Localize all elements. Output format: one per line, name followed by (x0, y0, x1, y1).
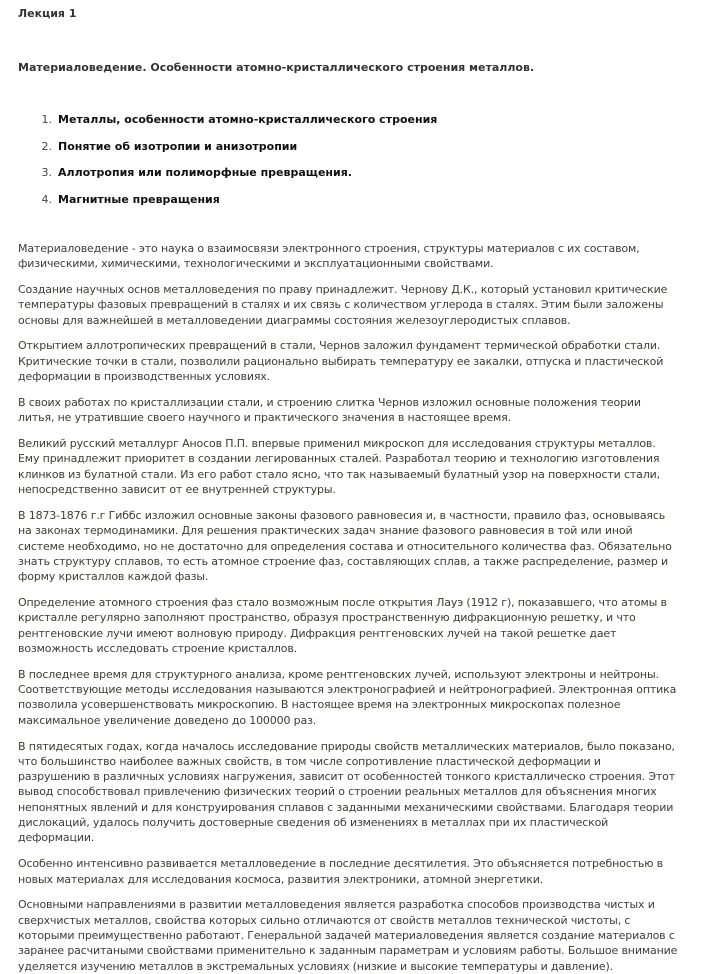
topic-text: Металлы, особенности атомно-кристаллического строения (58, 113, 438, 126)
paragraph: В пятидесятых годах, когда началось исследование природы свойств металлических материалов, было показано, что большинство наиболее важных свойств, в том числе сопротивление пластической деформации и разрушению в различных условиях нагружения, зависит от особенностей тонкого кристаллическо строения. Этот вывод способствовал привлечению физических теорий о строении реальных металлов для объяснения многих непонятных явлений и для конструирования сплавов с заданными механическими свойствами. Благодаря теории дислокаций, удалось получить достоверные сведения об изменениях в металлах при их пластической деформации. (18, 739, 675, 845)
topic-text: Аллотропия или полиморфные превращения. (58, 166, 352, 180)
topic-item (18, 165, 707, 181)
paragraph: В последнее время для структурного анализа, кроме рентгеновских лучей, используют электроны и нейтроны. Соответствующие методы исследования называются электронографией и нейтронографией. Электронная оптика позволила усовершенствовать микроскопию. В настоящее время на электронных микроскопах полезное максимальное увеличение доведено до 100000 раз. (18, 667, 677, 727)
topic-item (18, 112, 707, 128)
lecture-subtitle: Материаловедение. Особенности атомно-кристаллического строения металлов. (18, 61, 535, 74)
topic-text: Понятие об изотропии и анизотропии (58, 139, 298, 153)
paragraph: Основными направлениями в развитии металловедения является разработка способов производства чистых и сверхчистых металлов, свойства которых сильно отличаются от свойств металлов технической чистоты, с которыми преимущественно работают. Генеральной задачей материаловедения является создание материалов с заранее расчитаными свойствами применительно к заданным параметрам и условиям работы. Большое внимание уделяется изучению металлов в экстремальных условиях (низкие и высокие температуры и давление). (18, 898, 678, 973)
topic-number: 3. (41, 166, 52, 180)
topic-number: 1. (41, 113, 52, 126)
paragraph: В своих работах по кристаллизации стали, и строению слитка Чернов изложил основные положения теории литья, не утратившие своего научного и практического значения в настоящее время. (18, 395, 641, 425)
lecture-label: Лекция 1 (18, 7, 77, 20)
paragraph: Определение атомного строения фаз стало возможным после открытия Лауэ (1912 г), показавшего, что атомы в кристалле регулярно заполняют пространство, образуя пространственную дифракционную решетку, и что рентгеновские лучи имеют волновую природу. Дифракция рентгеновских лучей на такой решетке дает возможность исследовать строение кристаллов. (18, 595, 667, 655)
topic-item (18, 139, 707, 155)
topics-list (18, 112, 707, 208)
topic-number: 2. (41, 139, 52, 153)
paragraph: Особенно интенсивно развивается металловедение в последние десятилетия. Это объясняется потребностью в новых материалах для исследования космоса, развития электроники, атомной энергетики. (18, 857, 663, 886)
paragraph: Создание научных основ металловедения по праву принадлежит. Чернову Д.К., который установил критические температуры фазовых превращений в сталях и их связь с количеством углерода в сталях. Этим были заложены основы для важнейшей в металловедении диаграммы состояния железоуглеродистых сплавов. (18, 282, 668, 327)
paragraph: Великий русский металлург Аносов П.П. впервые применил микроскоп для исследования структуры металлов. Ему принадлежит приоритет в создании легированных сталей. Разработал теорию и технологию изготовления клинков из булатной стали. Из его работ стало ясно, что так называемый булатный узор на поверхности стали, непосредственно зависит от ее внутренней структуры. (18, 437, 660, 497)
topic-item (18, 192, 707, 208)
lecture-body (18, 241, 707, 974)
topic-number: 4. (41, 192, 52, 206)
paragraph: Открытием аллотропических превращений в стали, Чернов заложил фундамент термической обработки стали. Критические точки в стали, позволили рационально выбирать температуру ее закалки, отпуска и пластической деформации в производственных условиях. (18, 339, 664, 384)
paragraph: Материаловедение - это наука о взаимосвязи электронного строения, структуры материалов с их составом, физическими, химическими, технологическими и эксплуатационными свойствами. (18, 241, 640, 271)
topic-text: Магнитные превращения (58, 192, 220, 206)
paragraph: В 1873-1876 г.г Гиббс изложил основные законы фазового равновесия и, в частности, правило фаз, основываясь на законах термодинамики. Для решения практических задач знание фазового равновесия в той или иной системе необходимо, но не достаточно для определения состава и относительного количества фаз. Обязательно знать структуру сплавов, то есть атомное строение фаз, составляющих сплав, а также распределение, размер и форму кристаллов каждой фазы. (18, 508, 672, 584)
